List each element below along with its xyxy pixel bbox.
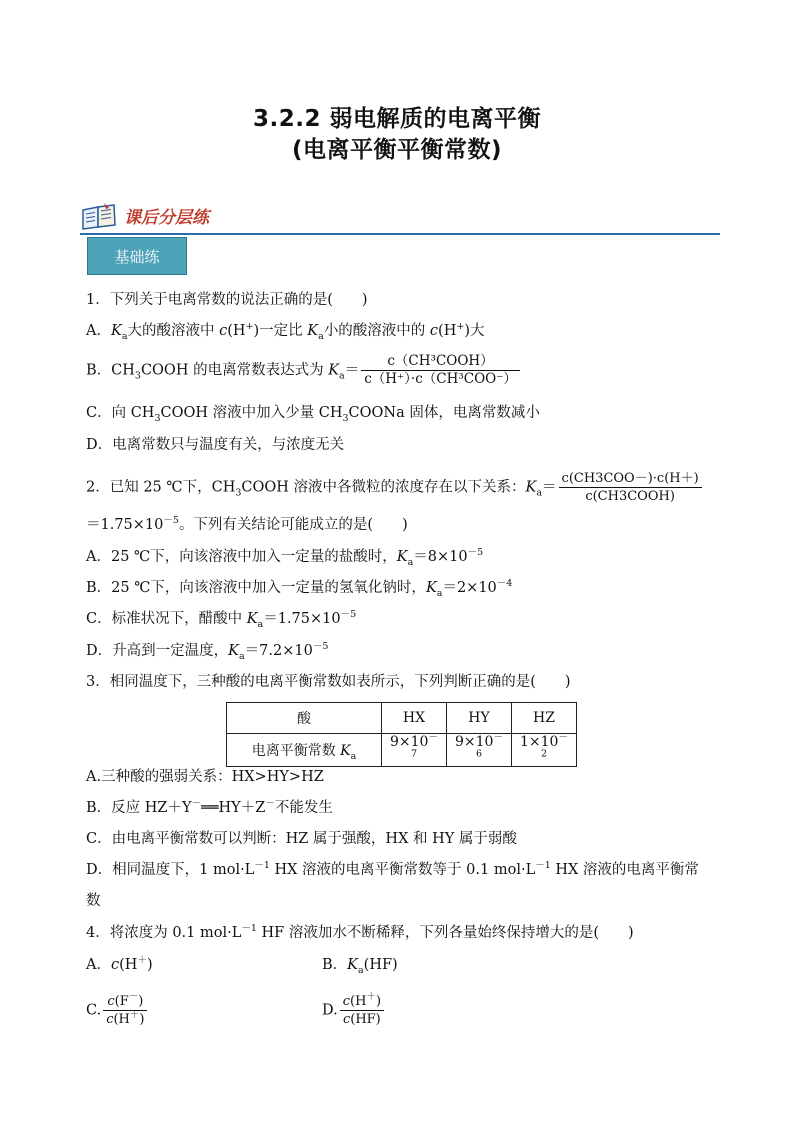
q2-option-b: B．25 ℃下，向该溶液中加入一定量的氢氧化钠时，$K_a=2\times 10^{-4}$ — [86, 578, 513, 599]
q4-d-fraction: $\frac{c(H^+)}{c(HF)}$ — [340, 993, 384, 1028]
book-icon — [80, 202, 118, 230]
q4-option-b: B．$K_a(HF)$ — [322, 957, 398, 976]
section-header — [80, 200, 720, 234]
q1-stem: 1．下列关于电离常数的说法正确的是( ) — [86, 292, 368, 308]
q3-stem: 3．相同温度下，三种酸的电离平衡常数如表所示，下列判断正确的是( ) — [86, 674, 571, 690]
ionization-constant-table — [226, 702, 577, 767]
q4-stem: 4．将浓度为 0.1 $mol\cdot L^{-1}$ HF 溶液加水不断稀释，下列各量始终保持增大的是( ) — [86, 923, 634, 941]
table-header-cell: HY — [447, 703, 512, 734]
table-cell: $9\times 10^{-6}$ — [447, 734, 512, 767]
q3-option-d-cont: 数 — [86, 893, 101, 909]
level-tag: 基础练 — [87, 237, 187, 275]
q3-option-d: D．相同温度下，1 $mol\cdot L^{-1}$ HX 溶液的电离平衡常数等于 0.1 $mol\cdot L^{-1}$ HX 溶液的电离平衡常 — [86, 860, 699, 878]
table-header-cell: HX — [382, 703, 447, 734]
q4-option-d: D. $\frac{c(H^+)}{c(HF)}$ — [322, 993, 386, 1028]
q2-option-a: A．25 ℃下，向该溶液中加入一定量的盐酸时，$K_a=8\times 10^{-5}$ — [86, 547, 484, 568]
page-subtitle: (电离平衡平衡常数) — [291, 137, 503, 163]
table-cell: 电离平衡常数 $K_a$ — [227, 734, 382, 767]
q2-fraction: $\frac{\text{c(CH3COO－)·c(H＋)}}{\text{c(CH3COOH)}}$ — [559, 470, 702, 505]
section-divider — [80, 233, 720, 235]
q1-b-fraction: $\frac{\text{c（CH³COOH）}}{\text{c（H⁺）·c（CH³COO⁻）}}$ — [361, 353, 520, 388]
table-cell: $9\times 10^{-7}$ — [382, 734, 447, 767]
q2-stem-cont: $=1.75\times 10^{-5}$。下列有关结论可能成立的是( ) — [86, 515, 408, 533]
q2-stem: 2．已知 25 ℃下，$CH_3COOH$ 溶液中各微粒的浓度存在以下关系：$K_a=$ $\frac{\text{c(CH3COO－)·c(H＋)}}{\text{c(CH3COOH)}}$ — [86, 470, 704, 505]
table-row — [227, 734, 577, 767]
q1-option-d: D．电离常数只与温度有关，与浓度无关 — [86, 437, 345, 453]
table-cell: $1\times 10^{-2}$ — [512, 734, 577, 767]
q4-option-c: C. $\frac{c(F^-)}{c(H^+)}$ — [86, 993, 149, 1028]
table-header-cell: 酸 — [227, 703, 382, 734]
q3-option-b: B．反应 HZ＋Y－══HY＋Z－不能发生 — [86, 798, 333, 816]
table-row — [227, 703, 577, 734]
section-label: 课后分层练 — [124, 208, 209, 228]
q4-c-fraction: $\frac{c(F^-)}{c(H^+)}$ — [103, 993, 147, 1028]
table-header-cell: HZ — [512, 703, 577, 734]
page-title: 3.2.2 弱电解质的电离平衡 — [253, 106, 541, 132]
q2-option-d: D．升高到一定温度，$K_a=7.2\times 10^{-5}$ — [86, 641, 329, 662]
q3-option-c: C．由电离平衡常数可以判断：HZ 属于强酸，HX 和 HY 属于弱酸 — [86, 831, 517, 847]
q2-option-c: C．标准状况下，醋酸中 $K_a=1.75\times 10^{-5}$ — [86, 609, 357, 630]
q1-option-a: A．$K_a$大的酸溶液中 c(H+)一定比 $K_a$小的酸溶液中的 c(H+)大 — [86, 321, 485, 342]
q3-option-a: A.三种酸的强弱关系：HX>HY>HZ — [86, 769, 324, 785]
q1-option-b: B．$CH_3COOH$ 的电离常数表达式为 $K_a=$ $\frac{\text{c（CH³COOH）}}{\text{c（H⁺）·c（CH³COO⁻）}}$ — [86, 353, 522, 388]
q4-option-a: A．c(H＋) — [86, 955, 153, 973]
q1-option-c: C．向 $CH_3COOH$ 溶液中加入少量 $CH_3COONa$ 固体，电离常数减小 — [86, 405, 540, 424]
